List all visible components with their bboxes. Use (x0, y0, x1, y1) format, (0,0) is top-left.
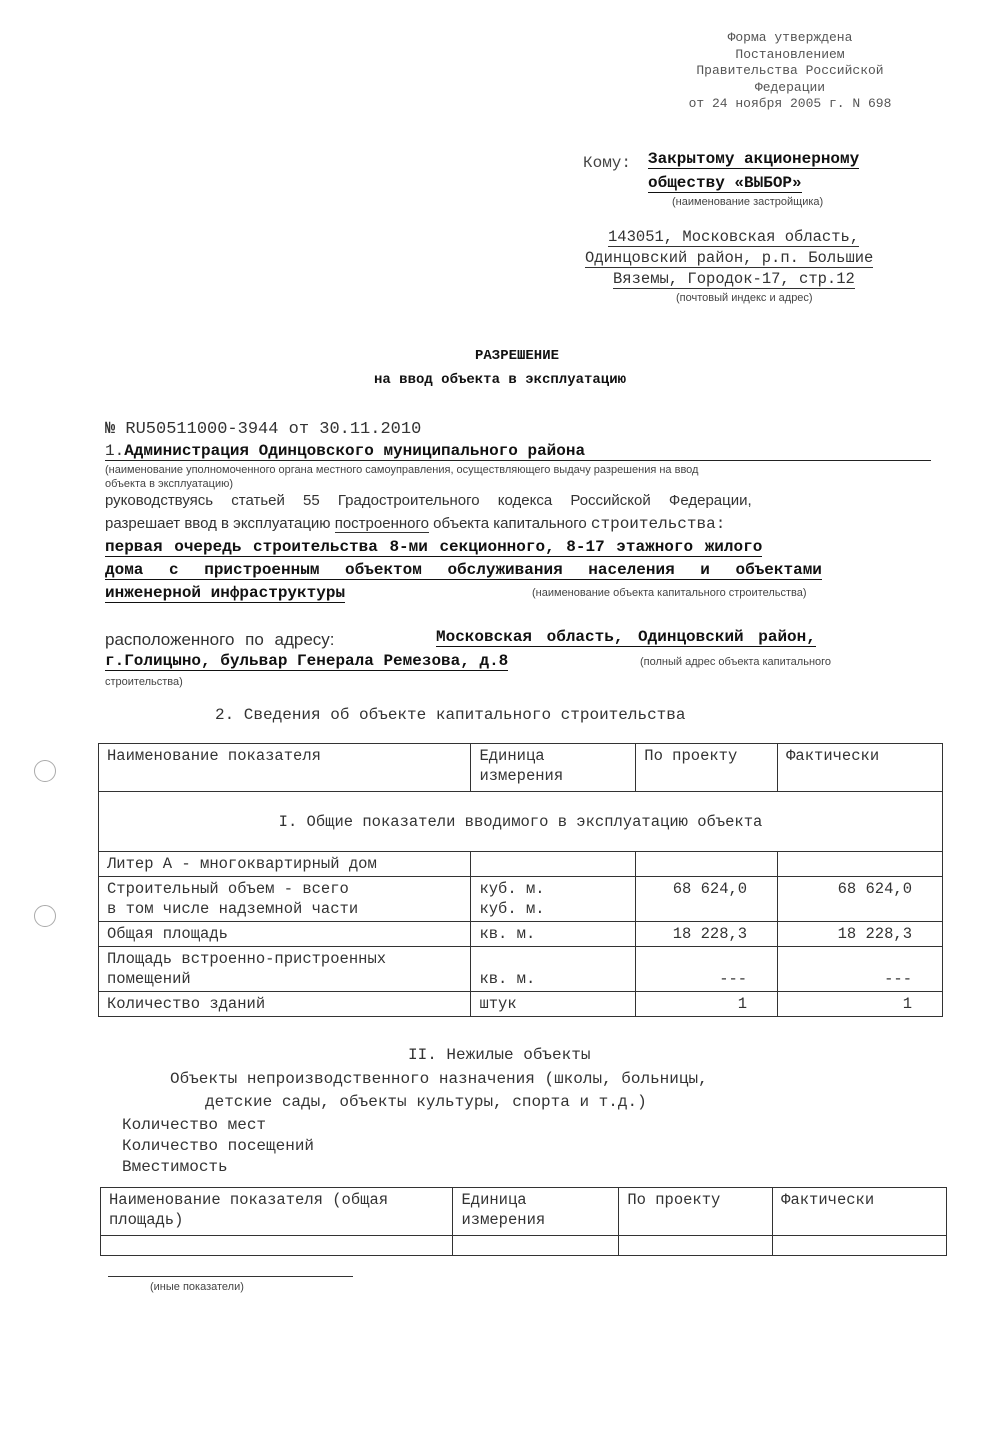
recipient-address-caption: (почтовый индекс и адрес) (676, 292, 813, 304)
object-name-line1: первая очередь строительства 8-ми секционного, 8-17 этажного жилого (105, 538, 763, 556)
recipient-address-line1: 143051, Московская область, (608, 228, 860, 246)
row-unit: кв. м. (471, 922, 636, 947)
table-header-row (99, 744, 943, 792)
row-actual: --- (778, 947, 943, 992)
recipient-name-line2: обществу «ВЫБОР» (648, 174, 802, 192)
table-row (99, 852, 943, 877)
row-unit-line: куб. м. (479, 900, 545, 918)
location-prefix: расположенного по адресу: (105, 630, 335, 649)
header-unit: Единица измерения (471, 744, 636, 792)
punch-hole-top (34, 760, 56, 782)
row-unit (471, 852, 636, 877)
table-row (99, 947, 943, 992)
permit-date-prefix: от (288, 420, 310, 439)
row-name: Площадь встроенно-пристроенных помещений (99, 947, 471, 992)
nonresidential-item: Количество посещений (122, 1137, 315, 1155)
permits-built: построенного (334, 515, 429, 532)
nonresidential-table (100, 1187, 947, 1256)
authority-caption-line2: объекта в эксплуатацию) (105, 478, 234, 490)
authority-caption-line1: (наименование уполномоченного органа местного самоуправления, осуществляющего выдачу разрешения на ввод (105, 464, 699, 476)
approval-line: Правительства Российской (696, 63, 884, 78)
row-actual (778, 852, 943, 877)
permits-line (105, 515, 725, 533)
table-group-row (99, 792, 943, 852)
header-indicator: Наименование показателя (общая площадь) (101, 1188, 453, 1236)
document-subtitle: на ввод объекта в эксплуатацию (373, 372, 627, 388)
basis-line: руководствуясь статьей 55 Градостроительного кодекса Российской Федерации, (105, 492, 752, 509)
row-design: 18 228,3 (636, 922, 778, 947)
recipient-name-caption: (наименование застройщика) (672, 196, 824, 208)
permit-number-row (105, 420, 421, 439)
permit-date: 30.11.2010 (319, 420, 422, 439)
object-name-caption: (наименование объекта капитального строительства) (532, 587, 807, 599)
row-design: 1 (636, 992, 778, 1017)
approval-line: Постановлением (735, 46, 845, 62)
row-unit (471, 877, 636, 922)
authority-row (105, 442, 931, 461)
row-name-line: в том числе надземной части (107, 900, 359, 918)
nonresidential-heading: II. Нежилые объекты (408, 1046, 591, 1064)
header-design: По проекту (636, 744, 778, 792)
table-row (99, 922, 943, 947)
location-line1: Московская область, Одинцовский район, (436, 628, 816, 646)
recipient-address-line3: Вяземы, Городок-17, стр.12 (613, 270, 855, 288)
row-design (636, 852, 778, 877)
row-unit: штук (471, 992, 636, 1017)
section-number: 1. (105, 442, 125, 460)
document-title: РАЗРЕШЕНИЕ (474, 348, 559, 364)
location-caption-b: строительства) (105, 676, 183, 688)
row-name (99, 877, 471, 922)
approval-line: Федерации (754, 79, 826, 95)
row-unit: кв. м. (471, 947, 636, 992)
other-indicators-caption: (иные показатели) (150, 1281, 244, 1293)
table-row (99, 877, 943, 922)
permits-prefix: разрешает ввод в эксплуатацию (105, 515, 331, 532)
row-name: Литер А - многоквартирный дом (99, 852, 471, 877)
nonresidential-item: Вместимость (122, 1158, 228, 1176)
header-actual: Фактически (778, 744, 943, 792)
recipient-name-line1: Закрытому акционерному (648, 150, 860, 168)
recipient-address-line2: Одинцовский район, р.п. Большие (585, 249, 874, 267)
row-name: Общая площадь (99, 922, 471, 947)
number-sign: № (105, 420, 116, 439)
header-design: По проекту (619, 1188, 773, 1236)
group-title: I. Общие показатели вводимого в эксплуатацию объекта (99, 792, 943, 852)
permit-number: RU50511000-3944 (125, 420, 279, 439)
table-row (99, 992, 943, 1017)
section2-heading: 2. Сведения об объекте капитального строительства (215, 706, 686, 724)
row-design: --- (636, 947, 778, 992)
object-name-line3: инженерной инфраструктуры (105, 584, 346, 602)
row-actual: 18 228,3 (778, 922, 943, 947)
table-header-row (101, 1188, 947, 1236)
header-unit: Единица измерения (453, 1188, 619, 1236)
authority-name: Администрация Одинцовского муниципального района (124, 442, 586, 460)
other-indicators-line (108, 1276, 353, 1277)
object-name-line2: дома с пристроенным объектом обслуживания населения и объектами (105, 561, 822, 579)
header-actual: Фактически (773, 1188, 947, 1236)
nonresidential-subheading-line1: Объекты непроизводственного назначения (школы, больницы, (170, 1070, 708, 1088)
approval-line: Форма утверждена (727, 30, 853, 45)
empty-cell (619, 1236, 773, 1256)
empty-cell (773, 1236, 947, 1256)
empty-cell (453, 1236, 619, 1256)
nonresidential-item: Количество мест (122, 1116, 267, 1134)
recipient-to-label: Кому: (583, 154, 632, 172)
object-indicators-table (98, 743, 943, 1017)
row-unit-line: куб. м. (479, 880, 545, 898)
row-name: Количество зданий (99, 992, 471, 1017)
nonresidential-subheading-line2: детские сады, объекты культуры, спорта и т.д.) (205, 1093, 647, 1111)
approval-line: от 24 ноября 2005 г. N 698 (688, 96, 892, 111)
row-actual: 68 624,0 (778, 877, 943, 922)
table-row (101, 1236, 947, 1256)
row-name-line: Строительный объем - всего (107, 880, 349, 898)
punch-hole-bottom (34, 905, 56, 927)
header-indicator: Наименование показателя (99, 744, 471, 792)
permits-middle: объекта капитального (433, 515, 587, 532)
location-caption-a: (полный адрес объекта капитального (640, 656, 832, 668)
empty-cell (101, 1236, 453, 1256)
row-actual: 1 (778, 992, 943, 1017)
row-design: 68 624,0 (636, 877, 778, 922)
permits-suffix: строительства: (590, 515, 726, 533)
approval-stamp (640, 30, 940, 113)
location-line2: г.Голицыно, бульвар Генерала Ремезова, д.8 (105, 652, 509, 670)
